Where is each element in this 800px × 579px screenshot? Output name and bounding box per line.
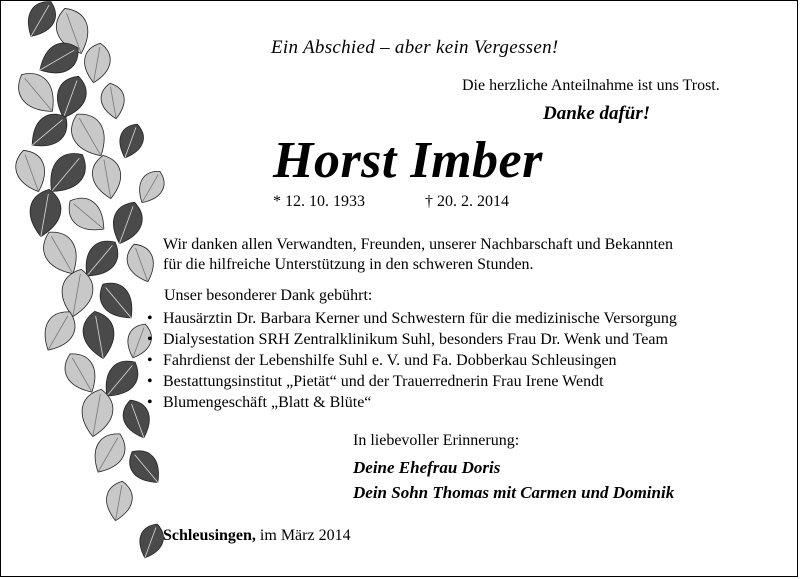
memory-line: In liebevoller Erinnerung: bbox=[353, 432, 520, 449]
death-date: † 20. 2. 2014 bbox=[425, 193, 509, 210]
date: im März 2014 bbox=[259, 527, 351, 544]
condolence-line: Die herzliche Anteilnahme ist uns Trost. bbox=[462, 77, 720, 94]
thanks-heading: Danke dafür! bbox=[543, 103, 651, 124]
bullet-icon: • bbox=[147, 310, 153, 327]
list-item-text: Blumengeschäft „Blatt & Blüte“ bbox=[163, 394, 372, 411]
deceased-name: Horst Imber bbox=[273, 132, 543, 189]
list-item bbox=[147, 392, 677, 413]
list-item bbox=[147, 350, 677, 371]
intro-line-2: für die hilfreiche Unterstützung in den schweren Stunden. bbox=[163, 256, 534, 273]
place-date-line bbox=[163, 527, 351, 545]
list-item bbox=[147, 371, 677, 392]
special-thanks-list bbox=[147, 308, 677, 413]
bullet-icon: • bbox=[147, 394, 153, 411]
bullet-icon: • bbox=[147, 352, 153, 369]
special-thanks-heading: Unser besonderer Dank gebührt: bbox=[164, 287, 373, 304]
intro-line-1: Wir danken allen Verwandten, Freunden, unserer Nachbarschaft und Bekannten bbox=[163, 236, 673, 253]
motto: Ein Abschied – aber kein Vergessen! bbox=[271, 37, 559, 58]
list-item-text: Fahrdienst der Lebenshilfe Suhl e. V. und Fa. Dobberkau Schleusingen bbox=[163, 352, 617, 369]
bullet-icon: • bbox=[147, 331, 153, 348]
list-item-text: Dialysestation SRH Zentralklinikum Suhl, besonders Frau Dr. Wenk und Team bbox=[163, 331, 668, 348]
list-item-text: Hausärztin Dr. Barbara Kerner und Schwestern für die medizinische Versorgung bbox=[163, 310, 677, 327]
list-item bbox=[147, 308, 677, 329]
place: Schleusingen, bbox=[163, 527, 256, 544]
list-item bbox=[147, 329, 677, 350]
bullet-icon: • bbox=[147, 373, 153, 390]
birth-date: * 12. 10. 1933 bbox=[273, 193, 365, 210]
family-line-2: Dein Sohn Thomas mit Carmen und Dominik bbox=[353, 483, 675, 502]
family-line-1: Deine Ehefrau Doris bbox=[353, 458, 501, 477]
leaf-shape bbox=[20, 1, 62, 43]
list-item-text: Bestattungsinstitut „Pietät“ und der Trauerrednerin Frau Irene Wendt bbox=[163, 373, 604, 390]
